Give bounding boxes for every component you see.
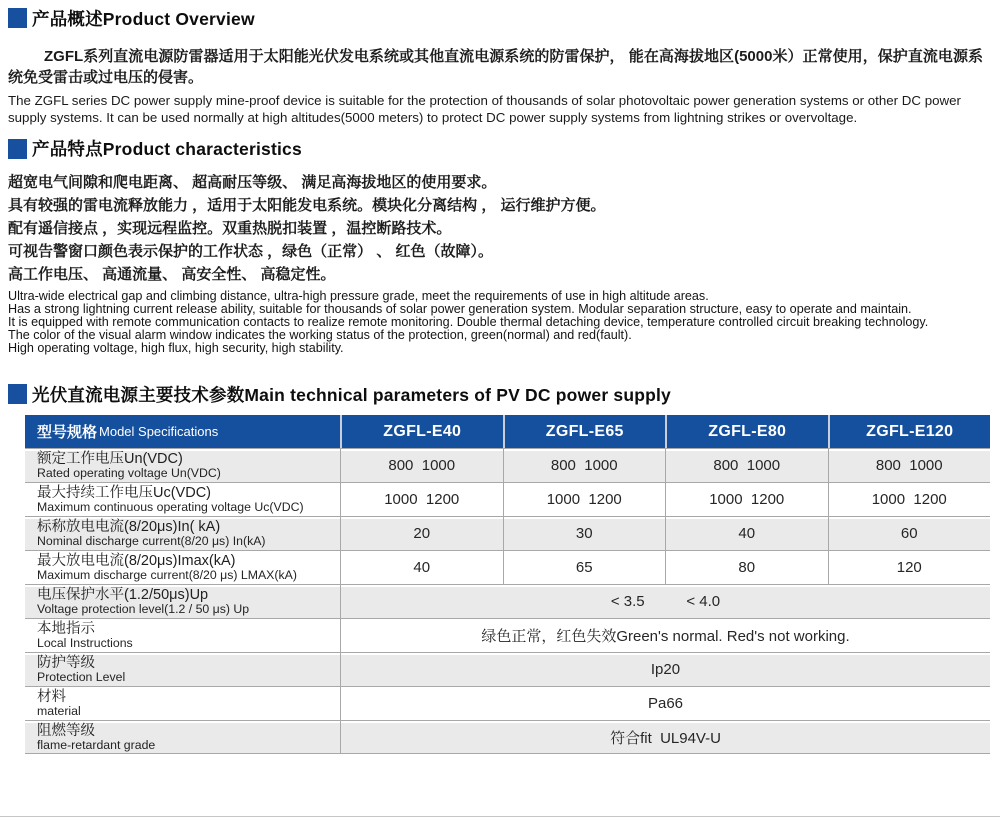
spec-row-flame-retardant-grade xyxy=(25,720,990,754)
spec-label-zh: 防护等级 xyxy=(37,655,95,672)
spec-value-merged: 绿色正常，红色失效Green's normal. Red's not working. xyxy=(340,618,990,652)
blue-square-bullet xyxy=(8,8,27,28)
feature-list-en xyxy=(8,290,990,355)
feature-list-zh xyxy=(8,171,990,286)
spec-label-en: Voltage protection level(1.2 / 50 μs) Up xyxy=(37,602,250,617)
header-label-en: Model Specifications xyxy=(99,424,219,440)
spec-value-merged: Pa66 xyxy=(340,686,990,720)
blue-square-bullet xyxy=(8,139,27,159)
spec-row-voltage-protection-level xyxy=(25,584,990,618)
spec-label xyxy=(25,448,340,482)
spec-label-zh: 本地指示 xyxy=(37,621,95,638)
spec-label xyxy=(25,618,340,652)
spec-value: 1000 1200 xyxy=(503,482,666,516)
spec-value-merged: < 3.5 < 4.0 xyxy=(340,584,990,618)
spec-value: 800 1000 xyxy=(665,448,828,482)
spec-label xyxy=(25,516,340,550)
spec-label-zh: 阻燃等级 xyxy=(37,722,95,739)
spec-label xyxy=(25,686,340,720)
spec-label-en: material xyxy=(37,704,81,719)
spec-value: 800 1000 xyxy=(828,448,991,482)
spec-label-en: flame-retardant grade xyxy=(37,737,156,752)
spec-label-en: Maximum continuous operating voltage Uc(VDC) xyxy=(37,500,304,515)
spec-value: 20 xyxy=(340,516,503,550)
spec-row-nominal-discharge-current xyxy=(25,516,990,550)
spec-label-en: Maximum discharge current(8/20 μs) LMAX(kA) xyxy=(37,568,297,583)
spec-label-zh: 材料 xyxy=(37,689,66,706)
section-title-text: 产品概述Product Overview xyxy=(32,8,255,29)
spec-value: 60 xyxy=(828,516,991,550)
spec-value-merged: 符合fit UL94V-U xyxy=(340,720,990,754)
section-overview-title xyxy=(8,6,990,30)
spec-value: 800 1000 xyxy=(340,448,503,482)
spec-value: 40 xyxy=(665,516,828,550)
spec-label-en: Nominal discharge current(8/20 μs) In(kA) xyxy=(37,534,266,549)
spec-value: 40 xyxy=(340,550,503,584)
section-title-text: 光伏直流电源主要技术参数Main technical parameters of PV DC power supply xyxy=(32,384,671,405)
spec-label-zh: 最大持续工作电压Uc(VDC) xyxy=(37,485,211,502)
feature-en-item: The color of the visual alarm window indicates the working status of the protection, green(normal) and red(fault). xyxy=(8,327,632,342)
header-cell-model: ZGFL-E120 xyxy=(828,415,991,448)
spec-row-max-continuous-voltage xyxy=(25,482,990,516)
header-cell-model-specifications xyxy=(25,415,340,448)
spec-label-en: Rated operating voltage Un(VDC) xyxy=(37,466,221,481)
header-cell-model: ZGFL-E80 xyxy=(665,415,828,448)
page-bottom-divider xyxy=(0,816,1000,817)
blue-square-bullet xyxy=(8,384,27,404)
feature-en-item: Has a strong lightning current release ability, suitable for thousands of solar power generation system. Modular separation structure, easy to operate and maintain. xyxy=(8,301,912,316)
spec-value: 800 1000 xyxy=(503,448,666,482)
spec-value: 80 xyxy=(665,550,828,584)
spec-label-zh: 额定工作电压Un(VDC) xyxy=(37,451,183,468)
spec-value: 65 xyxy=(503,550,666,584)
spec-label-zh: 最大放电电流(8/20μs)Imax(kA) xyxy=(37,553,236,570)
feature-en-item: Ultra-wide electrical gap and climbing distance, ultra-high pressure grade, meet the requirements of use in high altitude areas. xyxy=(8,288,709,303)
spec-value: 1000 1200 xyxy=(340,482,503,516)
feature-zh-item: 配有遥信接点 ，实现远程监控。双重热脱扣装置 ，温控断路技术。 xyxy=(8,219,452,237)
spec-label xyxy=(25,584,340,618)
feature-zh-item: 具有较强的雷电流释放能力 ，适用于太阳能发电系统。模块化分离结构 ， 运行维护方便。 xyxy=(8,196,606,214)
spec-label xyxy=(25,482,340,516)
section-title-text: 产品特点Product characteristics xyxy=(32,139,302,160)
overview-paragraph-en: The ZGFL series DC power supply mine-proof device is suitable for the protection of thousands of solar photovoltaic power generation systems or other DC power supply systems. It can be used normally at high altitudes(5000 meters) to protect DC power supply systems from lightning strikes or overvoltage. xyxy=(8,93,961,126)
spec-row-protection-level xyxy=(25,652,990,686)
spec-value: 1000 1200 xyxy=(665,482,828,516)
feature-zh-item: 可视告警窗口颜色表示保护的工作状态 ，绿色（正常） 、 红色（故障）。 xyxy=(8,242,494,260)
spec-value: 120 xyxy=(828,550,991,584)
feature-en-item: It is equipped with remote communication contacts to realize remote monitoring. Double thermal detaching device, temperature controlled circuit breaking technology. xyxy=(8,314,929,329)
spec-row-max-discharge-current xyxy=(25,550,990,584)
overview-paragraph-zh: ZGFL系列直流电源防雷器适用于太阳能光伏发电系统或其他直流电源系统的防雷保护， 能在高海拔地区(5000米）正常使用，保护直流电源系统免受雷击或过电压的侵害。 xyxy=(8,48,983,86)
spec-label xyxy=(25,550,340,584)
spec-label-en: Protection Level xyxy=(37,670,126,685)
spec-value: 30 xyxy=(503,516,666,550)
spec-label-en: Local Instructions xyxy=(37,636,133,651)
spec-value: 1000 1200 xyxy=(828,482,991,516)
spec-row-local-instructions xyxy=(25,618,990,652)
spec-table xyxy=(25,415,990,754)
header-cell-model: ZGFL-E40 xyxy=(340,415,503,448)
spec-label xyxy=(25,720,340,754)
header-cell-model: ZGFL-E65 xyxy=(503,415,666,448)
spec-label xyxy=(25,652,340,686)
feature-zh-item: 超宽电气间隙和爬电距离、 超高耐压等级、 满足高海拔地区的使用要求。 xyxy=(8,173,497,191)
feature-en-item: High operating voltage, high flux, high security, high stability. xyxy=(8,340,344,355)
spec-label-zh: 标称放电电流(8/20μs)In( kA) xyxy=(37,519,221,536)
section-parameters-title xyxy=(8,382,990,406)
section-characteristics-title xyxy=(8,137,990,161)
header-label-zh: 型号规格 xyxy=(37,424,98,442)
spec-value-merged: Ip20 xyxy=(340,652,990,686)
feature-zh-item: 高工作电压、 高通流量、 高安全性、 高稳定性。 xyxy=(8,265,336,283)
spec-label-zh: 电压保护水平(1.2/50μs)Up xyxy=(37,587,209,604)
spec-table-header-row xyxy=(25,415,990,448)
spec-row-material xyxy=(25,686,990,720)
spec-row-rated-operating-voltage xyxy=(25,448,990,482)
